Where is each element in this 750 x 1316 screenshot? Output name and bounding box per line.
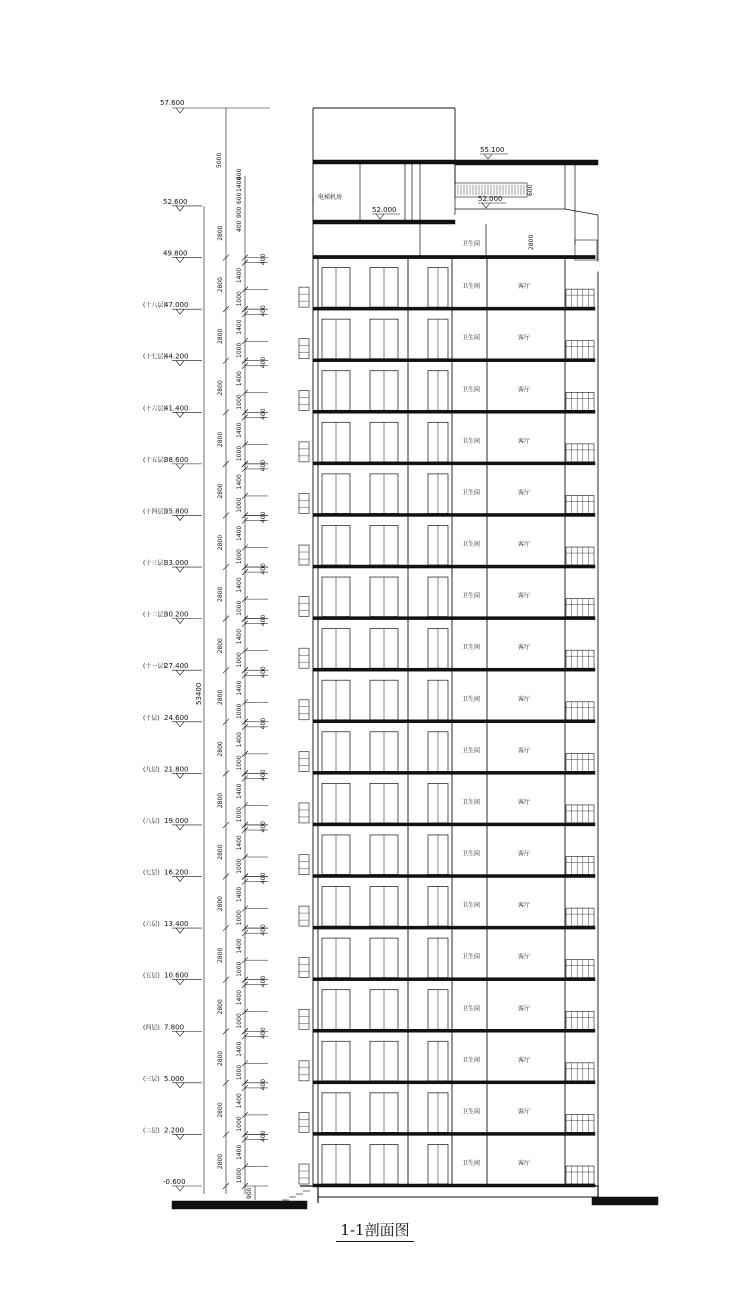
elevation-marker [176,928,184,933]
room-label-bathroom: 卫生间 [462,334,481,342]
balcony-rail [299,855,309,875]
dim-sill: 1000 [236,549,243,565]
balcony-rail [299,906,309,926]
dim-sill: 1000 [236,600,243,616]
room-label-bathroom: 卫生间 [462,695,481,703]
dim-floor-height: 2800 [217,1050,224,1067]
dim-window: 1400 [236,783,243,799]
elevation-value: 38.600 [164,455,189,464]
floor-label: (五层) [143,972,160,980]
balcony-rail [299,545,309,565]
window-right [566,1166,594,1184]
dim-sill: 1000 [236,961,243,977]
dim-window: 1400 [236,938,243,954]
balcony-rail [299,700,309,720]
dim-lintel: 400 [260,563,267,575]
window-right [566,753,594,771]
elevation-marker [176,1031,184,1036]
elevation-marker [176,722,184,727]
elevation-value: 35.800 [164,507,189,516]
dim-window: 1400 [236,267,243,284]
room-label-machine: 电梯机房 [318,194,343,201]
dim-top-block: 400 [236,168,243,180]
dim-window: 1400 [236,835,243,851]
room-label-bathroom: 卫生间 [462,1108,481,1116]
elevation-marker [176,980,184,985]
dim-floor-height: 2800 [217,1153,224,1170]
room-label-living: 客厅 [518,1056,531,1064]
window-right [566,805,594,823]
dim-sill: 1000 [236,1116,243,1132]
dim-window: 1400 [236,1041,243,1057]
floor-slab [313,410,595,413]
floor-label: (十三层) [143,560,166,568]
dim-lintel: 400 [260,821,267,833]
dim-floor-height: 2800 [217,689,224,705]
floor-slab [313,1081,595,1084]
balcony-rail [299,442,309,462]
window-right [566,960,594,978]
balcony-rail [299,648,309,668]
room-label-bathroom: 卫生间 [462,1005,481,1013]
room-label-bathroom: 卫生间 [462,489,481,497]
room-label-living: 客厅 [518,541,531,549]
elevation-labels [143,99,508,1191]
floor-slab [313,720,595,723]
dim-total-height: 53400 [195,682,203,705]
floor-slab [313,359,595,362]
dim-lintel: 400 [260,1027,267,1039]
dim-window: 1400 [236,628,243,645]
dim-lintel: 400 [260,769,267,781]
balcony-rail [299,390,309,410]
dim-sill: 1000 [236,445,243,462]
elevation-marker [176,1083,184,1088]
dim-floor-height: 2800 [217,792,224,809]
elevation-value: 19.000 [164,816,189,825]
floor-label: (四层) [143,1024,160,1032]
room-label-bathroom: 卫生间 [462,386,481,394]
balcony-rail [299,597,309,617]
dim-lintel: 400 [260,1078,267,1091]
room-label-living: 客厅 [518,1005,531,1013]
balcony-rail [299,1009,309,1029]
ground-base-left [172,1201,307,1209]
window-right [566,1011,594,1029]
room-label-living: 客厅 [518,902,531,910]
floor-slab [313,1029,595,1032]
room-label-bathroom: 卫生间 [462,437,481,445]
elevation-value: 2.200 [164,1126,185,1135]
elevation-value: 44.200 [164,352,189,361]
dim-sill: 1000 [236,1013,243,1029]
dim-floor-height: 2800 [217,1102,224,1118]
dim-sill: 1000 [236,1064,243,1081]
dim-parapet: 400 [236,220,243,232]
elevation-marker [176,567,184,572]
dim-sill: 1000 [236,755,243,771]
elevation-value: 24.600 [164,713,189,722]
machine-room-floor [313,220,455,224]
window-right [566,857,594,875]
floor-label: (十四层) [143,508,166,516]
dim-parapet: 600 [236,192,243,204]
dim-lintel: 400 [260,717,267,730]
room-label-living: 客厅 [518,437,531,445]
dim-sill: 1000 [236,806,243,823]
dim-sill: 1000 [236,342,243,358]
dim-lintel: 400 [260,305,267,317]
dim-sill: 1000 [236,291,243,307]
dim-machine-room-height: 5000 [216,152,223,168]
room-label-living: 客厅 [518,334,531,342]
window-right [566,547,594,565]
elevation-marker [176,825,184,830]
window-right [566,1063,594,1081]
room-label-bathroom: 卫生间 [462,1056,481,1064]
dim-window: 1400 [236,474,243,490]
dim-floor-height: 2800 [217,328,224,344]
dim-top-block: 1400 [236,176,243,192]
elevation-marker [176,773,184,778]
dim-floor-height: 2800 [217,483,224,499]
elevation-marker [176,877,184,882]
floor-slab [313,462,595,465]
room-label-bathroom: 卫生间 [462,953,481,961]
dim-floor-height: 2800 [217,638,224,654]
elev-canopy-bottom-text: 52.000 [478,195,503,203]
window-right [566,650,594,668]
balcony-rail [299,1061,309,1081]
dim-sill: 1000 [236,497,243,513]
dim-window: 1400 [236,732,243,748]
balcony-rail [299,1164,309,1184]
floor-slab [313,926,595,929]
elevation-value: 27.400 [164,662,189,671]
floor-slab [313,771,595,774]
window-right [566,908,594,926]
elevation-marker [176,309,184,314]
window-right [566,599,594,617]
floor-label: (十八层) [143,302,166,310]
dim-floor-height: 2800 [217,277,224,293]
elev-machine-room-marker [376,214,384,219]
floor-slab [313,978,595,981]
elevation-marker [176,206,184,211]
elevation-value: 49.800 [163,249,188,258]
dim-lintel: 400 [260,872,267,885]
room-label-bathroom: 卫生间 [462,902,481,910]
dim-lintel: 400 [260,511,267,523]
floor-label: (十六层) [143,405,166,413]
dim-floor-height: 2800 [217,844,224,860]
floor-label: (十一层) [143,663,166,671]
floor-slab [313,668,595,671]
room-label-living: 客厅 [518,283,531,291]
balcony-rail [299,958,309,978]
dim-lintel: 400 [260,614,267,627]
dim-floor-height: 2800 [217,999,224,1015]
canopy-edge [565,209,598,215]
elevation-value: 52.600 [163,197,188,206]
drawing-title: 1-1剖面图 [336,1221,413,1242]
balcony-rail [299,1112,309,1132]
room-label-bathroom: 卫生间 [462,644,481,652]
window-right [566,392,594,410]
floor-label: (十二层) [143,611,166,619]
room-label-bathroom: 卫生间 [462,283,481,291]
dim-floor-height: 2800 [217,741,224,757]
elevation-value: 10.600 [164,971,189,980]
elevation-marker [176,1134,184,1139]
elevation-marker [176,515,184,520]
top-elevation-value: 57.600 [160,99,185,107]
dimension-lines [195,108,535,1199]
dim-parapet: 900 [236,206,243,218]
room-label-bathroom: 卫生间 [462,747,481,755]
elevation-marker [176,361,184,366]
floor-label: (十七层) [143,353,166,361]
balcony-rail [299,493,309,513]
dim-window: 1400 [236,1093,243,1109]
room-label-living: 客厅 [518,850,531,858]
window-right [566,341,594,359]
room-label-living: 客厅 [518,953,531,961]
elevation-value: 13.400 [164,920,189,929]
room-label-living: 客厅 [518,747,531,755]
dim-sill: 1000 [236,394,243,410]
dim-window: 1400 [236,1144,243,1160]
room-label-living: 客厅 [518,798,531,806]
dim-lintel: 400 [260,975,267,988]
room-label-living: 客厅 [518,695,531,703]
dim-lintel: 400 [260,459,267,472]
dim-sill: 1000 [236,703,243,720]
elevation-value: 7.800 [164,1023,185,1032]
dim-window: 1400 [236,319,243,335]
dim-sill: 1000 [236,910,243,926]
window-right [566,495,594,513]
floor-label: (七层) [143,869,160,877]
floor-label: (三层) [143,1075,160,1083]
elevation-value: 16.200 [164,868,189,877]
dim-window: 1400 [236,371,243,387]
floor-slab [313,617,595,620]
dim-window: 1400 [236,680,243,696]
elev-canopy-top-text: 55.100 [480,146,505,154]
elevation-marker [176,1186,184,1191]
elev-canopy-top-marker [484,154,492,159]
elevation-marker [176,258,184,263]
room-label-living: 客厅 [518,592,531,600]
dim-window: 1400 [236,577,243,593]
roof-slab [313,256,595,259]
dim-floor-height: 2800 [217,947,224,963]
floor-label: (九层) [143,766,160,774]
dim-floor-height: 2800 [217,896,224,912]
dim-canopy-depth: 600 [527,184,534,196]
floor-slab [313,1132,595,1135]
floor-label: (二层) [143,1127,160,1135]
elevation-marker [176,619,184,624]
window-right [566,702,594,720]
dim-window: 1400 [236,886,243,903]
dim-floor-height: 2800 [217,380,224,396]
elevation-value: -0.600 [163,1178,186,1186]
dim-floor-height: 2800 [217,225,224,241]
dim-lintel: 400 [260,356,267,369]
floor-slab [313,823,595,826]
elevation-value: 33.000 [164,559,189,568]
floor-label: (六层) [143,921,160,929]
dim-floor-height: 2800 [217,586,224,602]
room-label-bathroom-top: 卫生间 [462,240,481,248]
dim-sill: 1000 [236,858,243,874]
window-right [566,444,594,462]
room-label-living: 客厅 [518,489,531,497]
elevation-marker [176,464,184,469]
balcony-rail [299,803,309,823]
room-label-bathroom: 卫生间 [462,1160,481,1167]
floor-label: (十五层) [143,456,166,464]
room-label-living: 客厅 [518,644,531,652]
floor-slab [313,875,595,878]
dim-lintel: 400 [260,1130,267,1142]
elevation-value: 47.000 [164,301,189,310]
dim-side: 2800 [528,234,535,250]
dim-floor-height: 2800 [217,431,224,448]
drawing-title-wrap [0,1219,750,1240]
window-right [566,1114,594,1132]
elevation-value: 21.800 [164,765,189,774]
balcony-rail [299,339,309,359]
balcony-rail [299,751,309,771]
dim-lintel: 400 [260,408,267,420]
elev-machine-room-text: 52.000 [372,206,397,214]
floor-slab [313,565,595,568]
elevation-value: 30.200 [164,610,189,619]
floor-label: (十层) [143,714,160,722]
ground-base-right [592,1197,658,1205]
room-label-living: 客厅 [518,1160,531,1167]
dim-window: 1400 [236,525,243,542]
dim-sill: 1000 [236,1167,243,1184]
room-label-living: 客厅 [518,1108,531,1116]
elev-canopy-bottom-marker [482,203,490,208]
dim-lintel: 400 [260,253,267,266]
elevation-value: 41.400 [164,404,189,413]
elevation-marker [176,670,184,675]
dim-sill: 1000 [236,652,243,668]
elevation-marker [176,412,184,417]
dim-lintel: 400 [260,924,267,936]
room-label-bathroom: 卫生间 [462,798,481,806]
room-label-living: 客厅 [518,386,531,394]
dim-floor-height: 2800 [217,534,224,551]
elevation-marker-top [176,108,184,113]
floor-slab [313,307,595,310]
room-label-bathroom: 卫生间 [462,592,481,600]
floor-label: (八层) [143,817,160,825]
window-right [566,289,594,307]
balcony-rail [299,287,309,307]
elevation-value: 5.000 [164,1074,185,1083]
dim-base-step: 900 [246,1187,253,1199]
room-label-bathroom: 卫生间 [462,541,481,549]
dim-window: 1400 [236,989,243,1006]
floor-slab [313,513,595,516]
dim-lintel: 400 [260,666,267,678]
canopy-slab [455,160,598,165]
room-label-bathroom: 卫生间 [462,850,481,858]
dim-window: 1400 [236,422,243,438]
machine-room-slab [313,160,455,164]
